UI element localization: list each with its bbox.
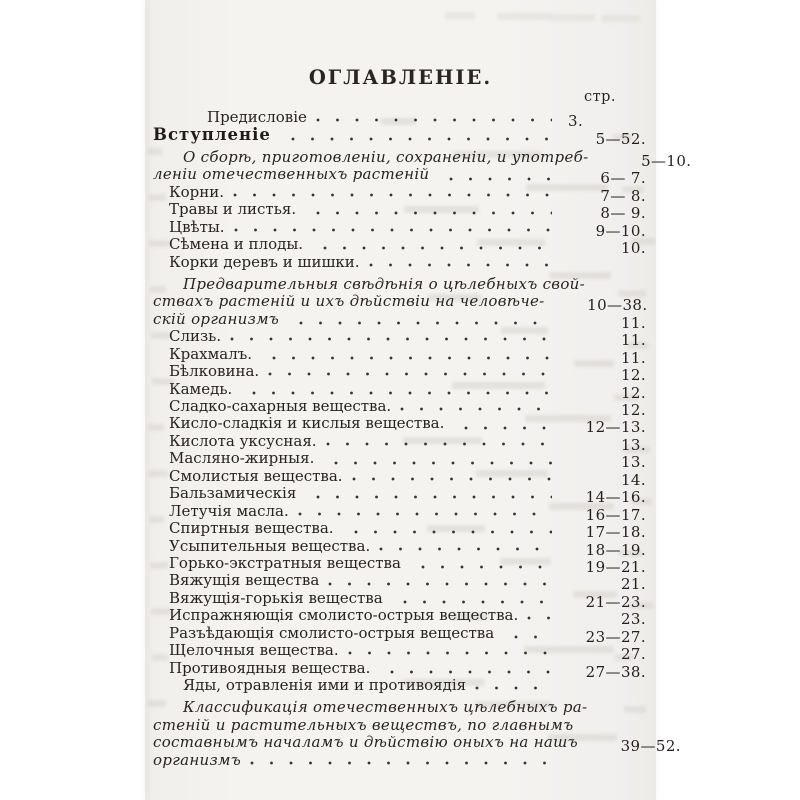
toc-entry-pages: 13. [620,435,646,454]
toc-entry [153,699,646,716]
toc-entry-pages: 14. [620,470,646,489]
dot-leader [410,556,552,571]
dot-leader [475,678,552,693]
dot-leader [328,574,552,589]
dot-leader [343,521,552,536]
toc-entry-label: скій организмъ [153,309,280,328]
dot-leader [268,364,552,379]
toc-entry-label: Сѣмена и плоды. [169,235,304,254]
toc-entry-label: Щелочныя вещества. [169,641,339,660]
toc-entry [153,717,646,734]
toc-list [145,108,692,769]
show-through-mark [497,13,550,20]
toc-entry-label: Летучія масла. [169,501,289,520]
toc-entry-label: Камедь. [169,379,233,398]
show-through-mark [601,15,640,22]
toc-entry-pages: 12. [620,383,646,402]
dot-leader [316,110,552,125]
dot-leader [288,312,552,327]
dot-leader [230,329,552,344]
dot-leader [400,399,552,414]
toc-entry-label: Испражняющія смолисто-острыя вещества. [169,606,519,625]
dot-leader [312,237,552,252]
toc-entry-pages: 11. [620,331,646,350]
show-through-mark [445,12,475,19]
toc-entry-pages: 27. [620,645,646,664]
toc-entry-pages: 3. [568,112,584,130]
toc-entry [153,165,646,188]
toc-entry-label: Бальзамическія [169,484,297,503]
toc-entry-label: стеній и растительныхъ веществъ, по главнымъ [153,715,574,734]
toc-entry-label: Предисловіе [207,108,307,126]
toc-entry-label: Корни. [169,182,225,201]
dot-leader [348,643,552,658]
toc-entry-label: Классификація отечественныхъ цѣлебныхъ ра- [183,698,588,717]
toc-entry-pages: 11. [620,348,646,367]
dot-leader [503,626,552,641]
toc-entry-pages: 39—52. [620,737,681,756]
toc-entry-label: Масляно-жирныя. [169,449,315,468]
toc-entry-pages: 9—10. [595,221,646,240]
toc-entry-label: Бѣлковина. [169,362,260,381]
toc-entry-pages: 12. [620,401,646,419]
toc-entry-pages: 19—21. [585,557,646,576]
toc-entry-label: Смолистыя вещества. [169,466,343,485]
dot-leader [305,486,552,501]
dot-leader [323,452,552,467]
dot-leader [369,255,552,270]
toc-entry-pages: 12. [620,366,646,385]
toc-entry-label: Травы и листья. [169,200,297,219]
toc-entry [153,108,646,130]
toc-entry-label: составнымъ началамъ и дѣйствію оныхъ на нашъ [153,733,578,752]
toc-entry [153,733,681,756]
toc-entry-pages: 13. [620,453,646,472]
toc-entry-pages: 17—18. [585,523,646,542]
dot-leader [392,591,552,606]
toc-entry-label: Слизь. [169,327,222,346]
dot-leader [305,202,552,217]
toc-entry-label: Разъѣдающія смолисто-острыя вещества [169,623,495,642]
book-page [145,0,692,800]
toc-entry-label: Вяжущія вещества [169,571,320,590]
toc-entry-label: леніи отечественныхъ растеній [153,165,430,184]
toc-entry-label: Сладко-сахарныя вещества. [169,397,392,415]
toc-entry-label: ствахъ растеній и ихъ дѣйствіи на человѣче- [153,292,545,311]
toc-entry-pages: 18—19. [585,540,646,559]
dot-leader [280,128,552,143]
toc-entry-pages: 10. [620,239,646,258]
toc-entry-label: Яды, отравленія ими и противоядія [183,676,467,694]
toc-entry [153,752,646,769]
toc-entry-label: Кисло-сладкія и кислыя вещества. [169,414,445,433]
toc-entry-pages: 16—17. [585,505,646,524]
toc-entry-label: Спиртныя вещества. [169,519,334,538]
dot-leader [250,753,552,768]
toc-entry-label: Цвѣты. [169,217,225,236]
toc-entry-label: Вступленіе [153,125,271,145]
dot-leader [261,347,552,362]
toc-entry-pages: 14—16. [585,488,646,507]
toc-entry-pages: 21—23. [585,592,646,611]
show-through-mark [549,14,595,21]
toc-entry-pages: 27—38. [585,662,646,681]
dot-leader [326,434,552,449]
toc-entry-pages: 8— 9. [600,204,646,223]
toc-entry-pages: 11. [620,313,646,332]
toc-entry-label: Кислота уксусная. [169,431,317,450]
toc-entry-pages: 6— 7. [600,169,646,188]
dot-leader [438,168,552,183]
toc-entry-pages: 21. [620,575,646,594]
toc-entry-pages: 7— 8. [600,186,646,205]
dot-leader [234,220,552,235]
toc-entry [153,292,648,315]
dot-leader [379,661,552,676]
toc-entry-label: Вяжущія-горькія вещества [169,588,383,607]
pages-column-header: стр. [583,89,616,105]
toc-entry-label: организмъ [153,750,242,769]
toc-entry-pages: 10—38. [587,296,648,315]
toc-entry-label: Крахмалъ. [169,344,253,363]
toc-entry-label: Горько-экстратныя вещества [169,553,401,572]
dot-leader [233,185,552,200]
toc-entry-label: Корки деревъ и шишки. [169,252,360,271]
toc-entry-pages: 12—13. [585,418,646,437]
toc-entry [153,276,646,293]
dot-leader [379,539,552,554]
toc-entry-pages: 23—27. [585,627,646,646]
toc-entry [153,147,692,170]
dot-leader [241,382,552,397]
page-title: ОГЛАВЛЕНІЕ. [308,66,493,89]
toc-entry-pages: 5—52. [595,130,646,149]
toc-entry-label: Противоядныя вещества. [169,658,371,677]
toc-entry-label: О сборѣ, приготовленіи, сохраненіи, и употреб- [183,147,589,166]
toc-entry-label: Предварительныя свѣдѣнія о цѣлебныхъ свой- [183,274,585,293]
toc-entry-pages: 23. [620,610,646,629]
toc-entry-pages: 5—10. [641,151,692,170]
dot-leader [298,504,552,519]
toc-entry-label: Усыпительныя вещества. [169,536,371,555]
dot-leader [527,608,552,623]
dot-leader [453,417,552,432]
dot-leader [352,469,552,484]
